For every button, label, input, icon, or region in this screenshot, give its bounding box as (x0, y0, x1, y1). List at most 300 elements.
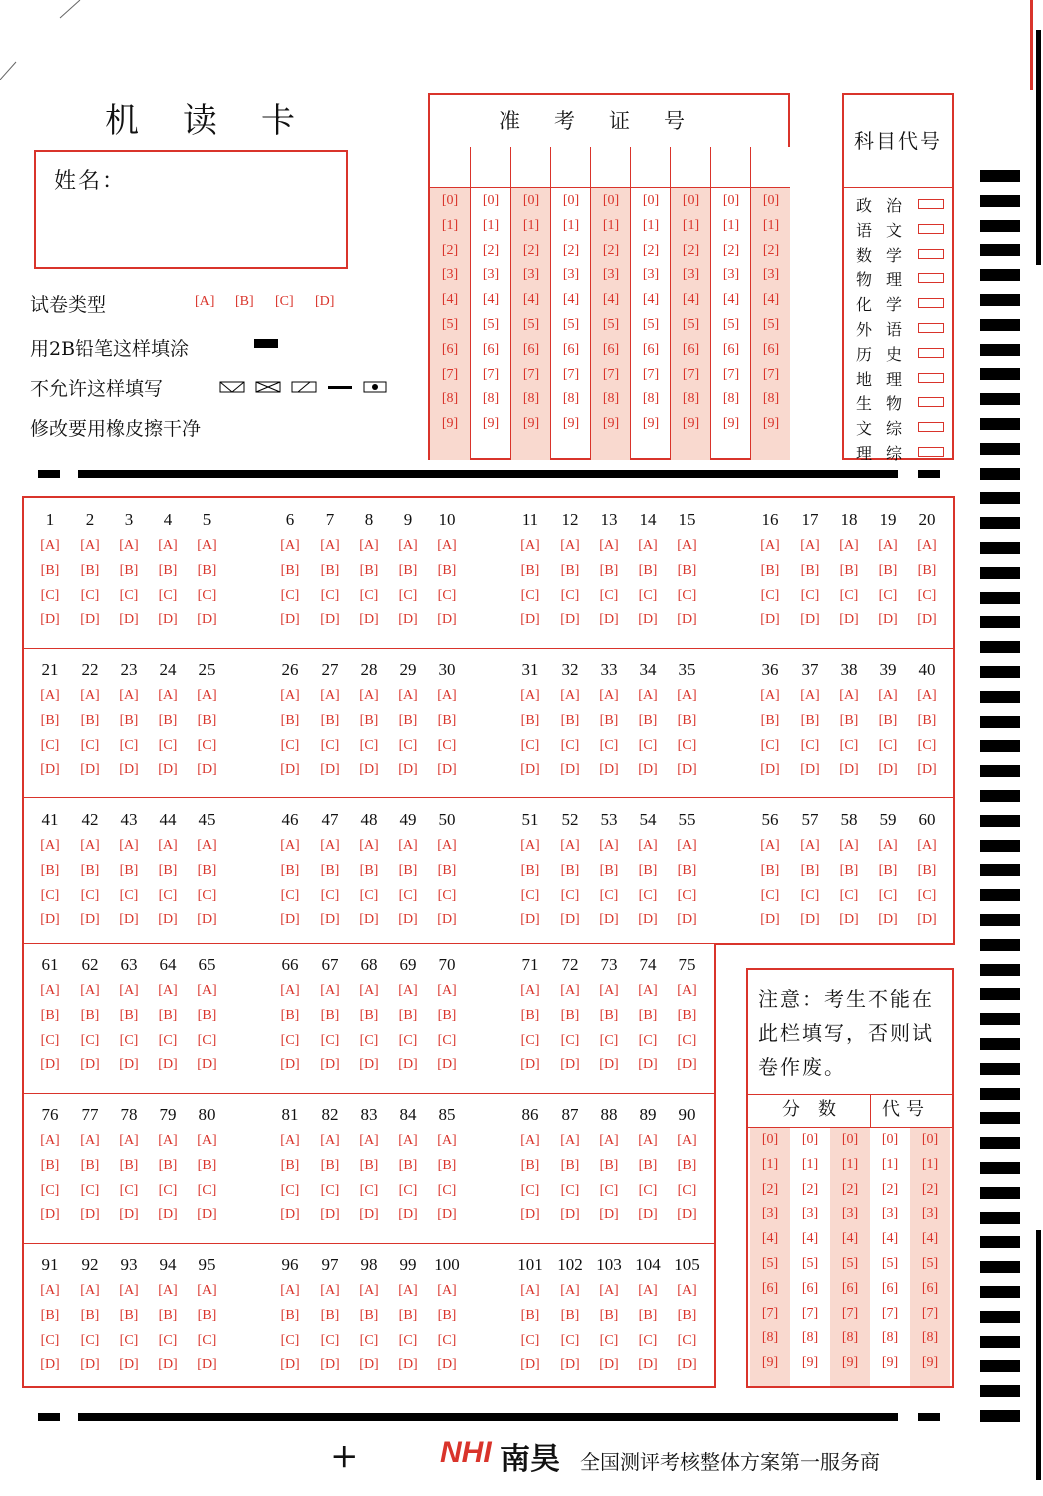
answer-bubble[interactable]: [B] (119, 1007, 139, 1023)
exam-id-bubble[interactable]: [1] (441, 217, 459, 233)
answer-bubble[interactable]: [A] (320, 1133, 340, 1148)
answer-bubble[interactable]: [C] (398, 737, 418, 753)
answer-bubble[interactable]: [A] (80, 538, 100, 553)
answer-bubble[interactable]: [C] (638, 587, 658, 603)
answer-bubble[interactable]: [C] (599, 587, 619, 603)
score-bubble[interactable]: [9] (881, 1355, 899, 1371)
answer-bubble[interactable]: [D] (677, 1057, 697, 1073)
answer-bubble[interactable]: [D] (80, 1057, 100, 1073)
answer-bubble[interactable]: [D] (119, 1057, 139, 1073)
answer-bubble[interactable]: [B] (398, 1307, 418, 1323)
answer-bubble[interactable]: [A] (839, 538, 859, 553)
answer-bubble[interactable]: [C] (40, 1332, 60, 1348)
exam-id-bubble[interactable]: [0] (722, 193, 740, 208)
answer-bubble[interactable]: [D] (80, 1357, 100, 1373)
answer-bubble[interactable]: [B] (839, 712, 859, 728)
answer-bubble[interactable]: [D] (197, 912, 217, 928)
answer-bubble[interactable]: [D] (677, 612, 697, 628)
answer-bubble[interactable]: [D] (520, 1057, 540, 1073)
score-bubble[interactable]: [3] (921, 1206, 939, 1222)
score-bubble[interactable]: [9] (761, 1355, 779, 1371)
answer-bubble[interactable]: [D] (158, 1357, 178, 1373)
answer-bubble[interactable]: [B] (638, 862, 658, 878)
answer-bubble[interactable]: [C] (638, 1032, 658, 1048)
score-bubble[interactable]: [1] (881, 1156, 899, 1172)
answer-bubble[interactable]: [B] (800, 562, 820, 578)
answer-bubble[interactable]: [B] (359, 1307, 379, 1323)
answer-bubble[interactable]: [D] (878, 612, 898, 628)
answer-bubble[interactable]: [A] (638, 688, 658, 703)
answer-bubble[interactable]: [B] (839, 862, 859, 878)
answer-bubble[interactable]: [A] (677, 983, 697, 998)
answer-bubble[interactable]: [C] (320, 737, 340, 753)
answer-bubble[interactable]: [C] (839, 737, 859, 753)
paper-type-c[interactable]: [C] (275, 294, 294, 309)
answer-bubble[interactable]: [D] (119, 612, 139, 628)
exam-id-bubble[interactable]: [2] (562, 242, 580, 258)
subject-bubble[interactable] (918, 298, 944, 308)
exam-id-column[interactable] (710, 147, 750, 460)
answer-bubble[interactable]: [A] (40, 983, 60, 998)
exam-id-bubble[interactable]: [6] (562, 341, 580, 357)
answer-bubble[interactable]: [C] (437, 887, 457, 903)
exam-id-bubble[interactable]: [0] (562, 193, 580, 208)
answer-bubble[interactable]: [A] (40, 538, 60, 553)
answer-bubble[interactable]: [A] (520, 1133, 540, 1148)
answer-bubble[interactable]: [C] (878, 737, 898, 753)
answer-bubble[interactable]: [B] (560, 1157, 580, 1173)
answer-bubble[interactable]: [D] (917, 612, 937, 628)
score-bubble[interactable]: [8] (761, 1330, 779, 1346)
answer-bubble[interactable]: [D] (839, 762, 859, 778)
answer-bubble[interactable]: [B] (158, 1007, 178, 1023)
answer-bubble[interactable]: [C] (40, 887, 60, 903)
score-bubble[interactable]: [2] (921, 1181, 939, 1197)
answer-bubble[interactable]: [C] (917, 587, 937, 603)
answer-bubble[interactable]: [D] (197, 1357, 217, 1373)
answer-bubble[interactable]: [B] (560, 562, 580, 578)
score-bubble[interactable]: [0] (801, 1132, 819, 1147)
subject-bubble[interactable] (918, 323, 944, 333)
exam-id-bubble[interactable]: [7] (722, 366, 740, 382)
exam-id-bubble[interactable]: [9] (682, 416, 700, 432)
answer-bubble[interactable]: [D] (280, 1357, 300, 1373)
score-bubble[interactable]: [5] (761, 1256, 779, 1271)
score-bubble[interactable]: [9] (841, 1355, 859, 1371)
paper-type-b[interactable]: [B] (235, 294, 254, 309)
answer-bubble[interactable]: [C] (677, 587, 697, 603)
subject-bubble[interactable] (918, 447, 944, 457)
answer-bubble[interactable]: [A] (437, 688, 457, 703)
answer-bubble[interactable]: [B] (437, 562, 457, 578)
answer-bubble[interactable]: [C] (677, 887, 697, 903)
answer-bubble[interactable]: [B] (80, 562, 100, 578)
exam-id-bubble[interactable]: [9] (602, 416, 620, 432)
answer-bubble[interactable]: [D] (197, 1207, 217, 1223)
exam-id-bubble[interactable]: [3] (482, 267, 500, 283)
answer-bubble[interactable]: [D] (638, 762, 658, 778)
answer-bubble[interactable]: [A] (638, 983, 658, 998)
answer-bubble[interactable]: [B] (40, 1007, 60, 1023)
answer-bubble[interactable]: [C] (638, 1182, 658, 1198)
exam-id-bubble[interactable]: [0] (482, 193, 500, 208)
exam-id-bubble[interactable]: [4] (482, 292, 500, 308)
exam-id-bubble[interactable]: [1] (762, 217, 780, 233)
answer-bubble[interactable]: [C] (359, 737, 379, 753)
exam-id-bubble[interactable]: [4] (762, 292, 780, 308)
answer-bubble[interactable]: [D] (760, 612, 780, 628)
answer-bubble[interactable]: [D] (197, 762, 217, 778)
answer-bubble[interactable]: [D] (878, 912, 898, 928)
answer-bubble[interactable]: [B] (80, 1307, 100, 1323)
answer-bubble[interactable]: [A] (40, 838, 60, 853)
answer-bubble[interactable]: [B] (437, 1307, 457, 1323)
score-bubble[interactable]: [8] (801, 1330, 819, 1346)
answer-bubble[interactable]: [D] (638, 612, 658, 628)
answer-bubble[interactable]: [C] (878, 887, 898, 903)
answer-bubble[interactable]: [C] (359, 587, 379, 603)
answer-bubble[interactable]: [D] (800, 762, 820, 778)
answer-bubble[interactable]: [D] (158, 912, 178, 928)
score-column[interactable] (750, 1128, 790, 1386)
answer-bubble[interactable]: [C] (437, 737, 457, 753)
exam-id-bubble[interactable]: [5] (522, 317, 540, 332)
exam-id-write-cell[interactable] (671, 147, 710, 188)
answer-bubble[interactable]: [B] (359, 1007, 379, 1023)
answer-bubble[interactable]: [B] (40, 862, 60, 878)
exam-id-bubble[interactable]: [6] (762, 341, 780, 357)
answer-bubble[interactable]: [A] (599, 838, 619, 853)
answer-bubble[interactable]: [B] (677, 862, 697, 878)
answer-bubble[interactable]: [C] (800, 737, 820, 753)
subject-bubble[interactable] (918, 249, 944, 259)
answer-bubble[interactable]: [A] (520, 688, 540, 703)
answer-bubble[interactable]: [A] (119, 838, 139, 853)
answer-bubble[interactable]: [A] (158, 688, 178, 703)
answer-bubble[interactable]: [A] (158, 538, 178, 553)
answer-bubble[interactable]: [C] (158, 1182, 178, 1198)
answer-bubble[interactable]: [B] (437, 862, 457, 878)
answer-bubble[interactable]: [C] (638, 887, 658, 903)
answer-bubble[interactable]: [D] (599, 1057, 619, 1073)
answer-bubble[interactable]: [B] (359, 562, 379, 578)
answer-bubble[interactable]: [B] (80, 712, 100, 728)
score-bubble[interactable]: [7] (801, 1305, 819, 1321)
exam-id-bubble[interactable]: [3] (441, 267, 459, 283)
answer-bubble[interactable]: [B] (878, 712, 898, 728)
answer-bubble[interactable]: [C] (917, 887, 937, 903)
answer-bubble[interactable]: [B] (280, 1007, 300, 1023)
exam-id-write-cell[interactable] (471, 147, 510, 188)
answer-bubble[interactable]: [B] (197, 862, 217, 878)
exam-id-bubble[interactable]: [3] (602, 267, 620, 283)
answer-bubble[interactable]: [A] (437, 1283, 457, 1298)
answer-bubble[interactable]: [C] (398, 887, 418, 903)
exam-id-bubble[interactable]: [0] (441, 193, 459, 208)
answer-bubble[interactable]: [C] (197, 737, 217, 753)
score-bubble[interactable]: [7] (881, 1305, 899, 1321)
score-bubble[interactable]: [3] (801, 1206, 819, 1222)
answer-bubble[interactable]: [C] (677, 1332, 697, 1348)
answer-bubble[interactable]: [B] (760, 712, 780, 728)
answer-bubble[interactable]: [B] (158, 1307, 178, 1323)
answer-bubble[interactable]: [D] (599, 1207, 619, 1223)
answer-bubble[interactable]: [C] (119, 1032, 139, 1048)
exam-id-bubble[interactable]: [7] (602, 366, 620, 382)
exam-id-bubble[interactable]: [7] (522, 366, 540, 382)
answer-bubble[interactable]: [C] (359, 887, 379, 903)
answer-bubble[interactable]: [D] (839, 912, 859, 928)
score-bubble[interactable]: [3] (841, 1206, 859, 1222)
answer-bubble[interactable]: [C] (760, 587, 780, 603)
answer-bubble[interactable]: [A] (280, 1283, 300, 1298)
score-bubble[interactable]: [4] (881, 1231, 899, 1247)
answer-bubble[interactable]: [B] (359, 712, 379, 728)
answer-bubble[interactable]: [A] (80, 688, 100, 703)
exam-id-bubble[interactable]: [5] (602, 317, 620, 332)
exam-id-bubble[interactable]: [9] (441, 416, 459, 432)
exam-id-bubble[interactable]: [6] (482, 341, 500, 357)
answer-bubble[interactable]: [A] (560, 1283, 580, 1298)
answer-bubble[interactable]: [B] (638, 1157, 658, 1173)
score-bubble[interactable]: [9] (801, 1355, 819, 1371)
answer-bubble[interactable]: [A] (599, 1133, 619, 1148)
answer-bubble[interactable]: [D] (398, 1057, 418, 1073)
score-bubble[interactable]: [9] (921, 1355, 939, 1371)
answer-bubble[interactable]: [C] (520, 587, 540, 603)
answer-bubble[interactable]: [C] (40, 587, 60, 603)
answer-bubble[interactable]: [D] (280, 612, 300, 628)
answer-bubble[interactable]: [A] (437, 838, 457, 853)
subject-bubble[interactable] (918, 273, 944, 283)
answer-bubble[interactable]: [A] (437, 983, 457, 998)
answer-bubble[interactable]: [B] (800, 712, 820, 728)
answer-bubble[interactable]: [D] (599, 1357, 619, 1373)
answer-bubble[interactable]: [A] (80, 1283, 100, 1298)
answer-bubble[interactable]: [A] (599, 1283, 619, 1298)
answer-bubble[interactable]: [B] (599, 862, 619, 878)
exam-id-column[interactable] (550, 147, 590, 460)
score-bubble[interactable]: [5] (881, 1256, 899, 1271)
exam-id-bubble[interactable]: [2] (762, 242, 780, 258)
answer-bubble[interactable]: [C] (599, 1032, 619, 1048)
answer-bubble[interactable]: [C] (398, 1032, 418, 1048)
answer-bubble[interactable]: [D] (119, 1357, 139, 1373)
answer-bubble[interactable]: [A] (677, 538, 697, 553)
exam-id-bubble[interactable]: [2] (722, 242, 740, 258)
exam-id-bubble[interactable]: [5] (682, 317, 700, 332)
answer-bubble[interactable]: [B] (320, 862, 340, 878)
answer-bubble[interactable]: [D] (119, 912, 139, 928)
score-bubble[interactable]: [6] (841, 1280, 859, 1296)
answer-bubble[interactable]: [D] (878, 762, 898, 778)
exam-id-bubble[interactable]: [1] (482, 217, 500, 233)
answer-bubble[interactable]: [B] (398, 562, 418, 578)
exam-id-bubble[interactable]: [1] (642, 217, 660, 233)
answer-bubble[interactable]: [D] (560, 612, 580, 628)
answer-bubble[interactable]: [A] (638, 1133, 658, 1148)
answer-bubble[interactable]: [D] (560, 1207, 580, 1223)
exam-id-column[interactable] (670, 147, 710, 460)
answer-bubble[interactable]: [A] (560, 688, 580, 703)
answer-bubble[interactable]: [D] (40, 612, 60, 628)
answer-bubble[interactable]: [B] (800, 862, 820, 878)
exam-id-column[interactable] (470, 147, 510, 460)
answer-bubble[interactable]: [C] (520, 1332, 540, 1348)
answer-bubble[interactable]: [D] (398, 762, 418, 778)
answer-bubble[interactable]: [C] (359, 1032, 379, 1048)
answer-bubble[interactable]: [C] (520, 1182, 540, 1198)
answer-bubble[interactable]: [C] (158, 1032, 178, 1048)
answer-bubble[interactable]: [A] (638, 1283, 658, 1298)
answer-bubble[interactable]: [C] (80, 1332, 100, 1348)
answer-bubble[interactable]: [C] (437, 587, 457, 603)
answer-bubble[interactable]: [B] (80, 1007, 100, 1023)
exam-id-bubble[interactable]: [3] (682, 267, 700, 283)
answer-bubble[interactable]: [D] (158, 1057, 178, 1073)
answer-bubble[interactable]: [B] (40, 562, 60, 578)
answer-bubble[interactable]: [A] (197, 1283, 217, 1298)
answer-bubble[interactable]: [D] (917, 912, 937, 928)
answer-bubble[interactable]: [B] (520, 562, 540, 578)
answer-bubble[interactable]: [B] (677, 1007, 697, 1023)
answer-bubble[interactable]: [C] (119, 1182, 139, 1198)
score-bubble[interactable]: [3] (761, 1206, 779, 1222)
exam-id-bubble[interactable]: [4] (642, 292, 660, 308)
answer-bubble[interactable]: [A] (520, 538, 540, 553)
answer-bubble[interactable]: [A] (677, 838, 697, 853)
score-bubble[interactable]: [6] (761, 1280, 779, 1296)
answer-bubble[interactable]: [A] (800, 838, 820, 853)
exam-id-bubble[interactable]: [8] (762, 391, 780, 407)
answer-bubble[interactable]: [B] (520, 1157, 540, 1173)
answer-bubble[interactable]: [A] (197, 838, 217, 853)
score-column[interactable] (830, 1128, 870, 1386)
answer-bubble[interactable]: [D] (359, 912, 379, 928)
exam-id-write-cell[interactable] (711, 147, 750, 188)
answer-bubble[interactable]: [A] (119, 538, 139, 553)
exam-id-bubble[interactable]: [3] (762, 267, 780, 283)
answer-bubble[interactable]: [C] (800, 887, 820, 903)
exam-id-bubble[interactable]: [2] (482, 242, 500, 258)
answer-bubble[interactable]: [A] (760, 838, 780, 853)
exam-id-bubble[interactable]: [4] (722, 292, 740, 308)
answer-bubble[interactable]: [A] (917, 838, 937, 853)
answer-bubble[interactable]: [A] (40, 1133, 60, 1148)
answer-bubble[interactable]: [A] (677, 1133, 697, 1148)
exam-id-bubble[interactable]: [7] (762, 366, 780, 382)
answer-bubble[interactable]: [A] (398, 983, 418, 998)
answer-bubble[interactable]: [D] (437, 1207, 457, 1223)
exam-id-bubble[interactable]: [9] (522, 416, 540, 432)
answer-bubble[interactable]: [D] (320, 1357, 340, 1373)
answer-bubble[interactable]: [B] (80, 862, 100, 878)
answer-bubble[interactable]: [D] (800, 612, 820, 628)
answer-bubble[interactable]: [A] (560, 838, 580, 853)
exam-id-bubble[interactable]: [3] (722, 267, 740, 283)
answer-bubble[interactable]: [B] (878, 562, 898, 578)
answer-bubble[interactable]: [C] (677, 1182, 697, 1198)
subject-bubble[interactable] (918, 224, 944, 234)
answer-bubble[interactable]: [A] (560, 538, 580, 553)
answer-bubble[interactable]: [B] (398, 1157, 418, 1173)
score-bubble[interactable]: [1] (841, 1156, 859, 1172)
exam-id-bubble[interactable]: [9] (482, 416, 500, 432)
score-bubble[interactable]: [8] (921, 1330, 939, 1346)
exam-id-bubble[interactable]: [2] (522, 242, 540, 258)
score-bubble[interactable]: [8] (881, 1330, 899, 1346)
answer-bubble[interactable]: [C] (320, 887, 340, 903)
answer-bubble[interactable]: [B] (158, 1157, 178, 1173)
exam-id-column[interactable] (430, 147, 470, 460)
exam-id-column[interactable] (630, 147, 670, 460)
exam-id-bubble[interactable]: [4] (602, 292, 620, 308)
exam-id-bubble[interactable]: [5] (722, 317, 740, 332)
answer-bubble[interactable]: [D] (917, 762, 937, 778)
answer-bubble[interactable]: [D] (359, 1357, 379, 1373)
answer-bubble[interactable]: [B] (280, 1157, 300, 1173)
score-bubble[interactable]: [2] (801, 1181, 819, 1197)
answer-bubble[interactable]: [A] (197, 1133, 217, 1148)
answer-bubble[interactable]: [A] (119, 983, 139, 998)
answer-bubble[interactable]: [B] (520, 1007, 540, 1023)
answer-bubble[interactable]: [B] (119, 712, 139, 728)
answer-bubble[interactable]: [C] (520, 737, 540, 753)
answer-bubble[interactable]: [D] (40, 912, 60, 928)
score-bubble[interactable]: [0] (761, 1132, 779, 1147)
answer-bubble[interactable]: [C] (917, 737, 937, 753)
subject-bubble[interactable] (918, 397, 944, 407)
answer-bubble[interactable]: [C] (197, 1182, 217, 1198)
answer-bubble[interactable]: [C] (158, 1332, 178, 1348)
answer-bubble[interactable]: [A] (197, 688, 217, 703)
answer-bubble[interactable]: [D] (800, 912, 820, 928)
score-bubble[interactable]: [1] (921, 1156, 939, 1172)
answer-bubble[interactable]: [B] (638, 1007, 658, 1023)
score-bubble[interactable]: [4] (801, 1231, 819, 1247)
answer-bubble[interactable]: [A] (398, 838, 418, 853)
answer-bubble[interactable]: [D] (520, 1207, 540, 1223)
answer-bubble[interactable]: [C] (320, 587, 340, 603)
answer-bubble[interactable]: [B] (560, 862, 580, 878)
score-column[interactable] (870, 1128, 910, 1386)
answer-bubble[interactable]: [C] (520, 887, 540, 903)
answer-bubble[interactable]: [A] (359, 538, 379, 553)
answer-bubble[interactable]: [A] (677, 1283, 697, 1298)
answer-bubble[interactable]: [C] (839, 887, 859, 903)
exam-id-write-cell[interactable] (591, 147, 630, 188)
exam-id-box[interactable] (428, 93, 790, 460)
exam-id-bubble[interactable]: [1] (682, 217, 700, 233)
answer-bubble[interactable]: [B] (80, 1157, 100, 1173)
answer-bubble[interactable]: [A] (280, 983, 300, 998)
answer-bubble[interactable]: [C] (437, 1332, 457, 1348)
answer-bubble[interactable]: [B] (520, 712, 540, 728)
subject-code-box[interactable] (842, 93, 954, 463)
exam-id-bubble[interactable]: [7] (642, 366, 660, 382)
answer-bubble[interactable]: [A] (80, 1133, 100, 1148)
answer-bubble[interactable]: [D] (560, 1057, 580, 1073)
answer-bubble[interactable]: [B] (638, 712, 658, 728)
answer-bubble[interactable]: [A] (520, 983, 540, 998)
subject-bubble[interactable] (918, 348, 944, 358)
answer-bubble[interactable]: [D] (359, 1057, 379, 1073)
answer-bubble[interactable]: [D] (677, 1357, 697, 1373)
answer-bubble[interactable]: [A] (40, 1283, 60, 1298)
answer-bubble[interactable]: [C] (280, 737, 300, 753)
exam-id-bubble[interactable]: [6] (602, 341, 620, 357)
answer-bubble[interactable]: [D] (638, 912, 658, 928)
